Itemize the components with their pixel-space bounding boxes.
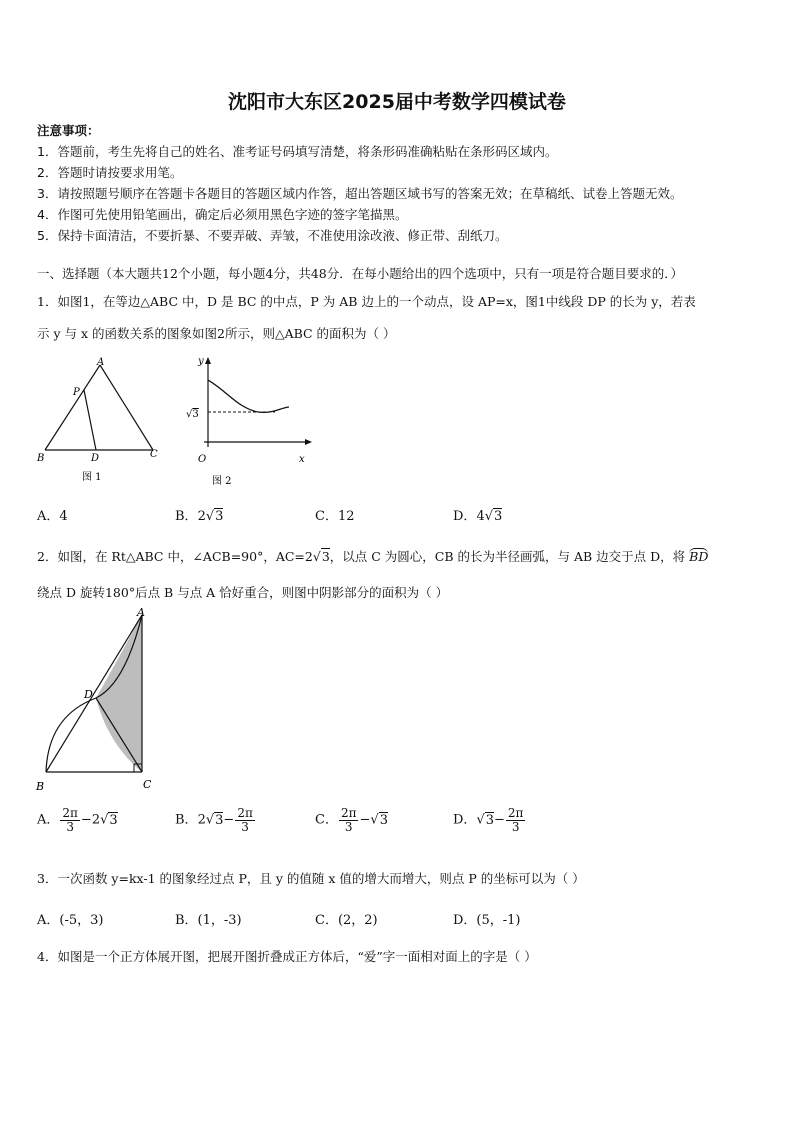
- q1-fig2-label-O: O: [198, 454, 207, 465]
- q2-fig-label-A: A: [137, 606, 145, 619]
- q1-figure-1: [30, 352, 170, 487]
- q2-figure: [30, 604, 165, 799]
- q1-fig2-label-y: y: [198, 356, 204, 367]
- q1-option-a[interactable]: A．4: [37, 509, 68, 524]
- notice-item-5: 5．保持卡面清洁，不要折暴、不要弄破、弄皱，不准使用涂改液、修正带、刮纸刀。: [37, 228, 508, 243]
- q1-text-line2: 示 y 与 x 的函数关系的图象如图2所示，则△ABC 的面积为（ ）: [37, 326, 396, 341]
- notice-item-2: 2．答题时请按要求用笔。: [37, 165, 183, 180]
- q1-figure-2: [182, 350, 317, 490]
- q2-arc-bd-label: BD: [689, 549, 709, 564]
- q2-text-line1: 2．如图，在 Rt△ABC 中，∠ACB=90°，AC=2√3，以点 C 为圆心，CB 的长为半径画弧，与 AB 边交于点 D，将 BD: [37, 549, 709, 564]
- q1-fig2-label-x: x: [299, 454, 305, 465]
- q1-fig1-caption: 图 1: [82, 472, 102, 483]
- q2-fig-label-B: B: [36, 780, 45, 793]
- q2-option-a[interactable]: A． $\frac{2\pi}{3}$ −2√3: [37, 806, 118, 834]
- q3-option-b[interactable]: B．(1，-3): [175, 913, 242, 928]
- page-title: 沈阳市大东区2025届中考数学四模试卷: [228, 91, 566, 113]
- q3-option-c[interactable]: C．(2，2): [315, 913, 378, 928]
- q4-text: 4．如图是一个正方体展开图，把展开图折叠成正方体后，“爱”字一面相对面上的字是（ ）: [37, 949, 537, 964]
- q2-option-c[interactable]: C． $\frac{2\pi}{3}$ −√3: [315, 806, 388, 834]
- notice-item-3: 3．请按照题号顺序在答题卡各题目的答题区域内作答，超出答题区域书写的答案无效；在草稿纸、试卷上答题无效。: [37, 186, 683, 201]
- q3-option-a[interactable]: A．(-5，3): [37, 913, 104, 928]
- section-heading: 一、选择题（本大题共12个小题，每小题4分，共48分．在每小题给出的四个选项中，只有一项是符合题目要求的．）: [37, 266, 684, 281]
- q1-fig1-label-D: D: [91, 453, 100, 464]
- q1-fig2-sqrt3: √3: [186, 409, 199, 420]
- q2-option-b[interactable]: B．2√3− $\frac{2\pi}{3}$: [175, 806, 253, 834]
- q1-text-line1: 1．如图1，在等边△ABC 中，D 是 BC 的中点，P 为 AB 边上的一个动点，设 AP=x，图1中线段 DP 的长为 y，若表: [37, 294, 696, 309]
- q1-fig2-caption: 图 2: [212, 476, 232, 487]
- q1-fig1-label-A: A: [97, 357, 105, 368]
- q3-text: 3．一次函数 y=kx-1 的图象经过点 P，且 y 的值随 x 值的增大而增大，则点 P 的坐标可以为（ ）: [37, 871, 585, 886]
- q1-fig1-label-B: B: [37, 453, 45, 464]
- q1-option-c[interactable]: C．12: [315, 509, 355, 524]
- q1-fig1-label-P: P: [73, 387, 80, 398]
- q2-text-line2: 绕点 D 旋转180°后点 B 与点 A 恰好重合，则图中阴影部分的面积为（ ）: [37, 585, 449, 600]
- q1-fig1-label-C: C: [150, 449, 158, 460]
- q2-option-d[interactable]: D．√3− $\frac{2\pi}{3}$: [453, 806, 524, 834]
- notice-item-1: 1．答题前，考生先将自己的姓名、准考证号码填写清楚，将条形码准确粘贴在条形码区域内。: [37, 144, 558, 159]
- notice-heading: 注意事项：: [37, 123, 100, 138]
- q1-option-b[interactable]: B．2√3: [175, 509, 224, 524]
- q2-fig-label-D: D: [84, 688, 93, 701]
- q1-option-d[interactable]: D．4√3: [453, 509, 503, 524]
- notice-item-4: 4．作图可先使用铅笔画出，确定后必须用黑色字迹的签字笔描黑。: [37, 207, 408, 222]
- q3-option-d[interactable]: D．(5，-1): [453, 913, 521, 928]
- q2-fig-label-C: C: [143, 778, 152, 791]
